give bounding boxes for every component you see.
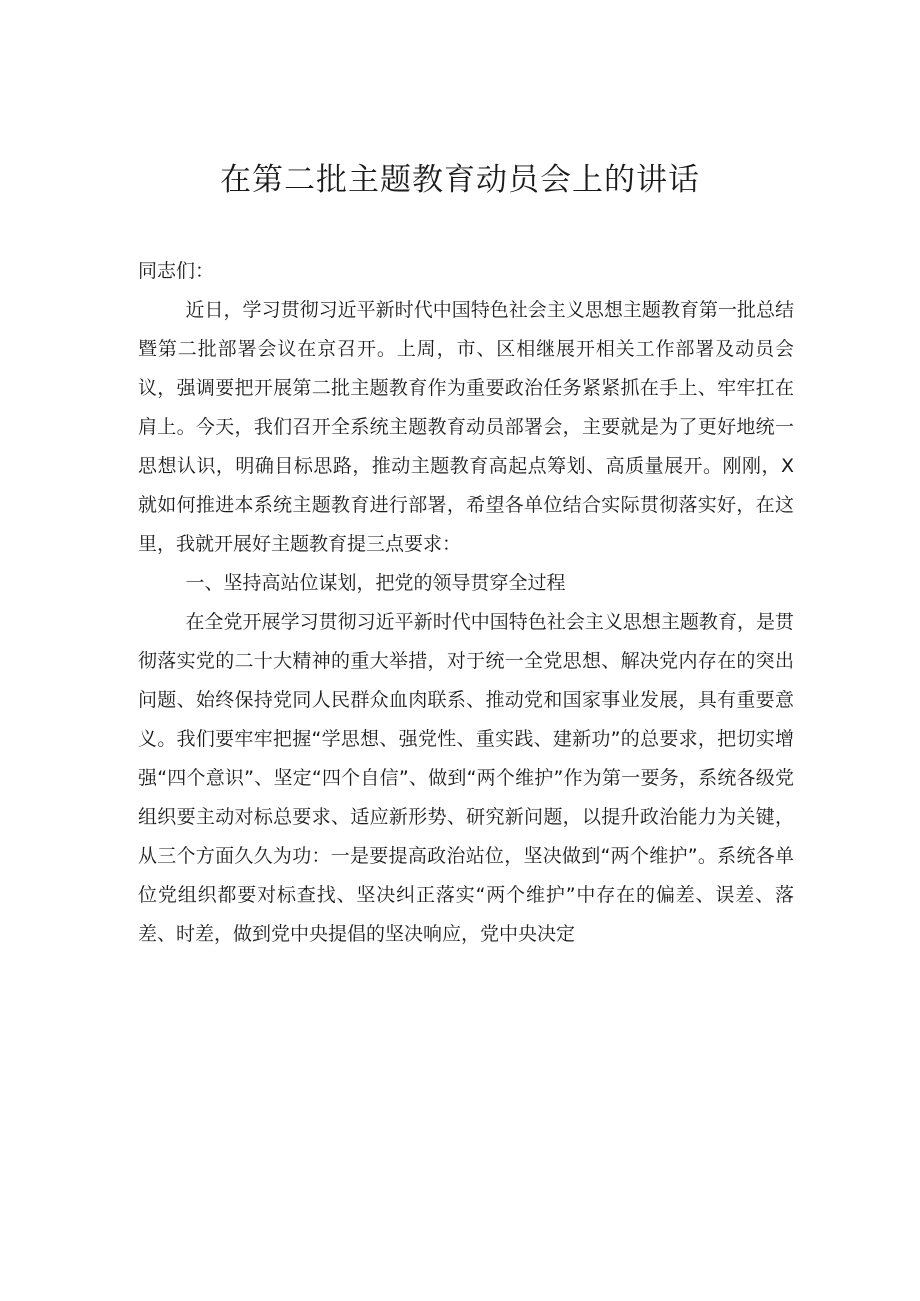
salutation: 同志们： <box>138 260 215 282</box>
document-title: 在第二批主题教育动员会上的讲话 <box>220 162 700 198</box>
document-body <box>138 252 794 954</box>
section-heading-1: 一、坚持高站位谋划，把党的领导贯穿全过程 <box>185 572 566 594</box>
paragraph-intro: 近日，学习贯彻习近平新时代中国特色社会主义思想主题教育第一批总结暨第二批部署会议在京召开。上周，市、区相继展开相关工作部署及动员会议，强调要把开展第二批主题教育作为重要政治任务紧紧抓在手上、牢牢扛在肩上。今天，我们召开全系统主题教育动员部署会，主要就是为了更好地统一思想认识，明确目标思路，推动主题教育高起点筹划、高质量展开。刚刚，X就如何推进本系统主题教育进行部署，希望各单位结合实际贯彻落实好，在这里，我就开展好主题教育提三点要求： <box>138 299 794 555</box>
paragraph-section-1: 在全党开展学习贯彻习近平新时代中国特色社会主义思想主题教育，是贯彻落实党的二十大精神的重大举措，对于统一全党思想、解决党内存在的突出问题、始终保持党同人民群众血肉联系、推动党和国家事业发展，具有重要意义。我们要牢牢把握“学思想、强党性、重实践、建新功”的总要求，把切实增强“四个意识”、坚定“四个自信”、做到“两个维护”作为第一要务，系统各级党组织要主动对标总要求、适应新形势、研究新问题，以提升政治能力为关键，从三个方面久久为功：一是要提高政治站位，坚决做到“两个维护”。系统各单位党组织都要对标查找、坚决纠正落实“两个维护”中存在的偏差、误差、落差、时差，做到党中央提倡的坚决响应，党中央决定 <box>138 611 794 945</box>
